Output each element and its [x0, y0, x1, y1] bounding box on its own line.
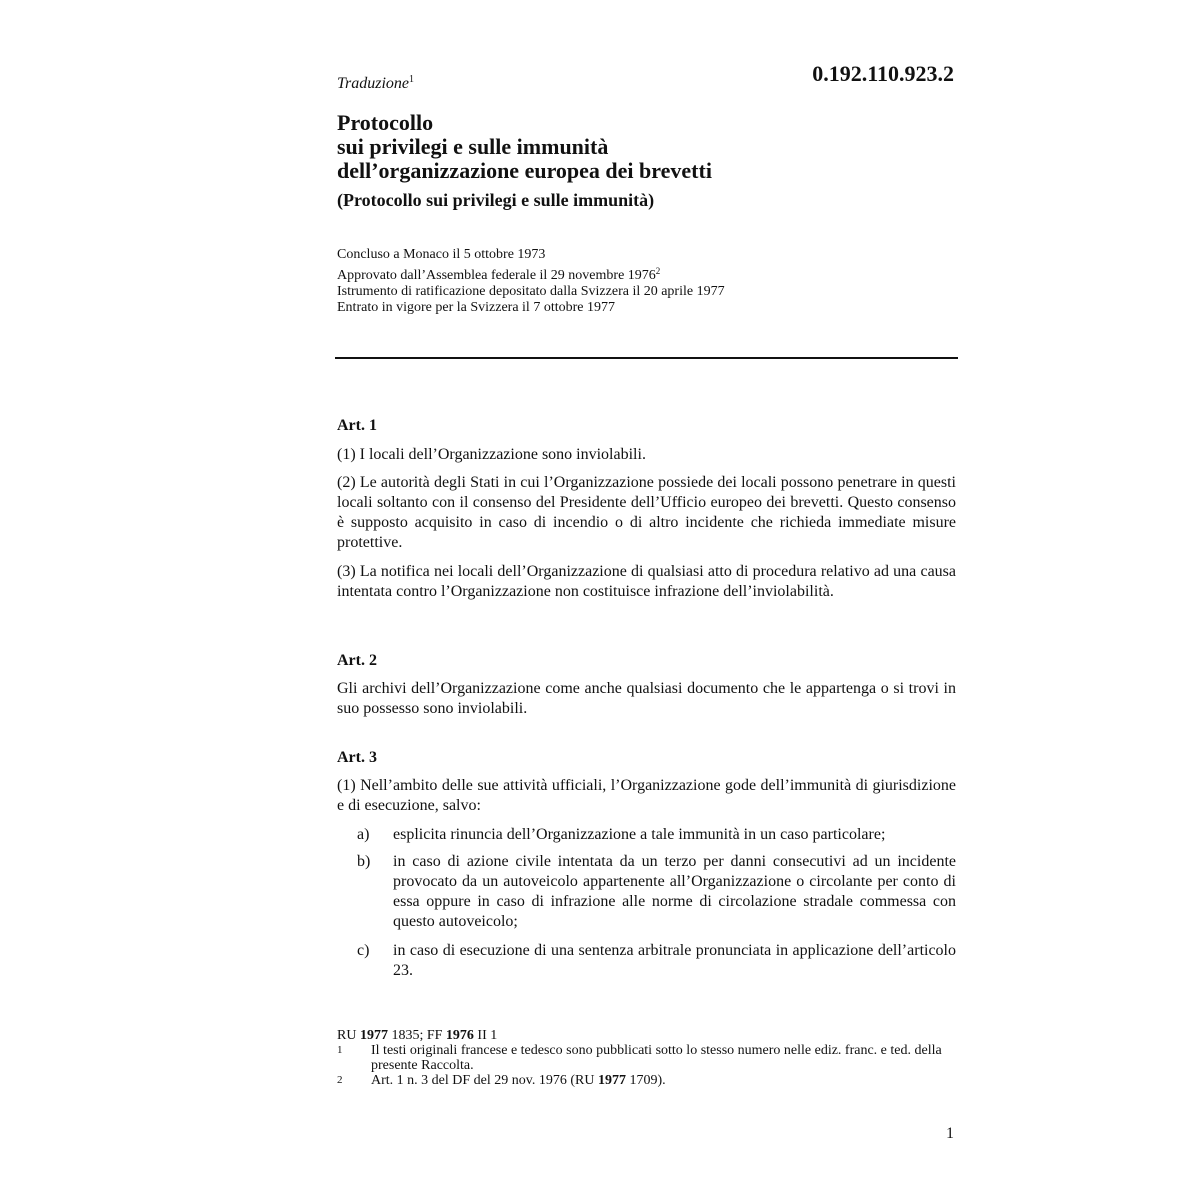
footnote-1 [337, 1043, 956, 1073]
art1-paragraph-1: (1) I locali dell’Organizzazione sono inviolabili. [337, 446, 646, 463]
art3-list-item-c [337, 941, 956, 981]
translation-label: Traduzione$^1$ [337, 74, 415, 92]
list-text: in caso di azione civile intentata da un terzo per danni consecutivi ad un incidente provocato da un autoveicolo appartenente all’Organizzazione o circolante per conto di essa oppure in caso di infrazione alle norme di circolazione stradale commessa con questo autoveicolo; [393, 853, 956, 930]
art3-list-item-a [337, 825, 956, 845]
footnote-text: Art. 1 n. 3 del DF del 29 nov. 1976 (RU 1977 1709). [371, 1073, 666, 1088]
meta-ratification: Istrumento di ratificazione depositato dalla Svizzera il 20 aprile 1977 [337, 284, 725, 299]
meta-approved: Approvato dall’Assemblea federale il 29 novembre 1976$^2$ [337, 266, 661, 283]
short-title: (Protocollo sui privilegi e sulle immunità) [337, 190, 655, 210]
title-line-1: Protocollo [337, 110, 434, 135]
art3-paragraph-1: (1) Nell’ambito delle sue attività ufficiali, l’Organizzazione gode dell’immunità di giurisdizione e di esecuzione, salvo: [337, 777, 956, 814]
footnote-2 [337, 1073, 956, 1088]
art3-heading: Art. 3 [337, 749, 377, 766]
art1-heading: Art. 1 [337, 417, 377, 434]
list-label: c) [357, 942, 370, 959]
art1-paragraph-2: (2) Le autorità degli Stati in cui l’Organizzazione possiede dei locali possono penetrare in questi locali soltanto con il consenso del Presidente dell’Ufficio europeo dei brevetti. Questo consenso è supposto acquisito in caso di incendio o di altro incidente che richieda immediate misure protettive. [337, 474, 956, 551]
list-label: a) [357, 826, 370, 843]
art1-paragraph-3: (3) La notifica nei locali dell’Organizzazione di qualsiasi atto di procedura relativo ad una causa intentata contro l’Organizzazione non costituisce infrazione dell’inviolabilità. [337, 563, 956, 600]
header-divider [335, 357, 958, 359]
footnotes [337, 1028, 956, 1088]
sr-number: 0.192.110.923.2 [812, 61, 954, 86]
art2-paragraph-1: Gli archivi dell’Organizzazione come anche qualsiasi documento che le appartenga o si trovi in suo possesso sono inviolabili. [337, 680, 956, 717]
meta-concluded: Concluso a Monaco il 5 ottobre 1973 [337, 247, 546, 262]
document-metadata [337, 247, 725, 316]
footnote-ref-2: 2 [655, 266, 661, 276]
footnote-number: 2 [337, 1074, 343, 1086]
footnote-source-reference: RU 1977 1835; FF 1976 II 1 [337, 1028, 498, 1043]
art2-heading: Art. 2 [337, 652, 377, 669]
title-line-3: dell’organizzazione europea dei brevetti [337, 158, 712, 183]
page-number: 1 [946, 1125, 954, 1142]
art3-list-item-b [337, 852, 956, 932]
footnote-number: 1 [337, 1044, 343, 1056]
meta-in-force: Entrato in vigore per la Svizzera il 7 ottobre 1977 [337, 300, 615, 315]
document-title [337, 111, 897, 183]
footnote-text: Il testi originali francese e tedesco sono pubblicati sotto lo stesso numero nelle ediz. franc. e ted. della presente Raccolta. [371, 1043, 942, 1073]
list-text: esplicita rinuncia dell’Organizzazione a tale immunità in un caso particolare; [393, 826, 886, 843]
footnote-ref-1: 1 [409, 74, 415, 85]
list-label: b) [357, 853, 371, 870]
title-line-2: sui privilegi e sulle immunità [337, 134, 609, 159]
list-text: in caso di esecuzione di una sentenza arbitrale pronunciata in applicazione dell’articolo 23. [393, 942, 956, 979]
